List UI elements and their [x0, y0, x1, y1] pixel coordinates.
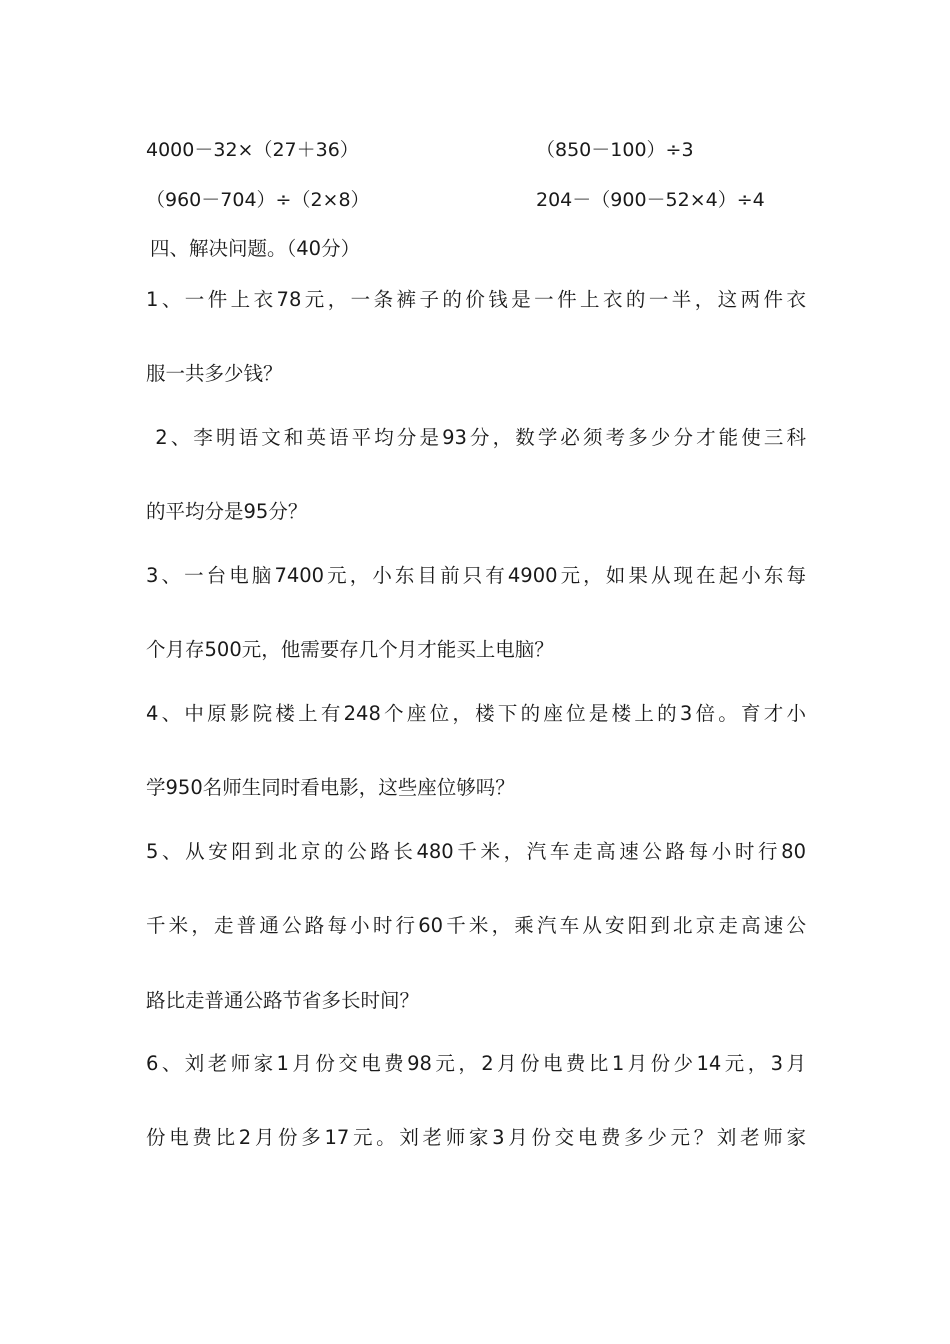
calc-expression: 204－（900－52×4）÷4	[536, 189, 765, 211]
problem-4-line-1: 4、中原影院楼上有248个座位，楼下的座位是楼上的3倍。育才小	[146, 702, 806, 725]
calc-row-2-right	[536, 187, 765, 213]
calc-row-1-right	[536, 137, 694, 163]
section-heading: 四、解决问题。（40分）	[150, 237, 361, 260]
problem-1-line-1: 1、一件上衣78元，一条裤子的价钱是一件上衣的一半，这两件衣	[146, 288, 806, 311]
problem-5-line-2: 千米，走普通公路每小时行60千米，乘汽车从安阳到北京走高速公	[146, 914, 806, 937]
problem-1-line-2: 服一共多少钱？	[146, 362, 283, 385]
calc-expression: 4000－32×（27＋36）	[146, 139, 359, 161]
problem-6-line-1: 6、刘老师家1月份交电费98元，2月份电费比1月份少14元，3月	[146, 1052, 806, 1075]
calc-expression: （850－100）÷3	[536, 139, 694, 161]
problem-2-line-2: 的平均分是95分？	[146, 500, 308, 523]
calc-row-1	[146, 137, 359, 163]
problem-3-line-2: 个月存500元，他需要存几个月才能买上电脑？	[146, 638, 554, 661]
problem-3-line-1: 3、一台电脑7400元，小东目前只有4900元，如果从现在起小东每	[146, 564, 806, 587]
problem-4-line-2: 学950名师生同时看电影，这些座位够吗？	[146, 776, 515, 799]
problem-2-line-1: 2、李明语文和英语平均分是93分，数学必须考多少分才能使三科	[146, 426, 806, 449]
problem-6-line-2: 份电费比2月份多17元。刘老师家3月份交电费多少元？刘老师家	[146, 1126, 806, 1149]
calc-expression: （960－704）÷（2×8）	[146, 189, 370, 211]
calc-row-2	[146, 187, 370, 213]
problem-5-line-3: 路比走普通公路节省多长时间？	[146, 989, 420, 1012]
problem-5-line-1: 5、从安阳到北京的公路长480千米，汽车走高速公路每小时行80	[146, 840, 806, 863]
